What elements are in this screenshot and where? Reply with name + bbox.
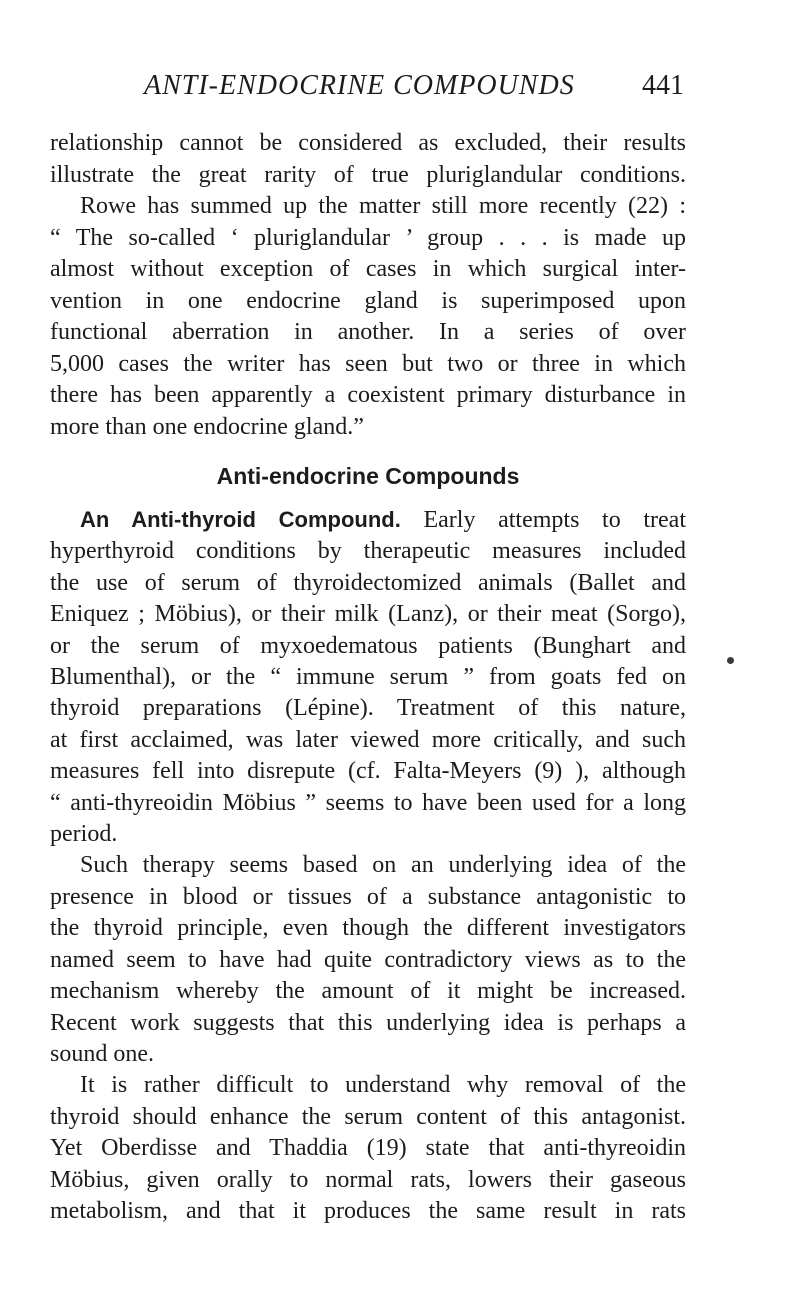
text-line: metabolism, and that it produces the same result in rats <box>50 1197 686 1224</box>
run-in-heading: An Anti-thyroid Compound. <box>80 507 401 532</box>
text-line <box>50 504 686 536</box>
paragraph-pluriglandular <box>50 128 686 443</box>
text-fragment: Early attempts to treat <box>400 507 687 533</box>
text-line: 5,000 cases the writer has seen but two or three in which <box>50 350 686 377</box>
text-line: mechanism whereby the amount of it might be increased. <box>50 978 686 1005</box>
text-line: the use of serum of thyroidectomized animals (Ballet and <box>50 569 686 596</box>
text-line: Eniquez ; Möbius), or their milk (Lanz), or their meat (Sorgo), <box>50 601 686 628</box>
text-line: illustrate the great rarity of true pluriglandular conditions. <box>50 161 686 188</box>
text-line: Möbius, given orally to normal rats, lowers their gaseous <box>50 1166 686 1193</box>
text-line: relationship cannot be considered as excluded, their results <box>50 130 686 156</box>
text-line: at first acclaimed, was later viewed more critically, and such <box>50 726 686 753</box>
text-line: “ The so-called ‘ pluriglandular ’ group . . . is made up <box>50 224 686 251</box>
text-line: or the serum of myxoedematous patients (Bunghart and <box>50 632 686 659</box>
text-line: thyroid preparations (Lépine). Treatment of this nature, <box>50 695 686 722</box>
page-number: 441 <box>642 70 684 101</box>
section-heading: Anti-endocrine Compounds <box>216 463 520 489</box>
text-line: presence in blood or tissues of a substance antagonistic to <box>50 883 686 910</box>
text-line: Yet Oberdisse and Thaddia (19) state that anti-thyreoidin <box>50 1135 686 1162</box>
text-line: Rowe has summed up the matter still more recently (22) : <box>80 193 686 219</box>
text-line: “ anti-thyreoidin Möbius ” seems to have been used for a long <box>50 789 686 816</box>
text-line: period. <box>50 821 118 848</box>
text-line: Recent work suggests that this underlying idea is perhaps a <box>50 1009 686 1036</box>
text-line: there has been apparently a coexistent primary disturbance in <box>50 382 686 408</box>
text-line: the thyroid principle, even though the different investigators <box>50 915 686 942</box>
text-line: thyroid should enhance the serum content of this antagonist. <box>50 1103 686 1130</box>
text-line: measures fell into disrepute (cf. Falta-Meyers (9) ), although <box>50 758 686 785</box>
text-line: Such therapy seems based on an underlying idea of the <box>80 852 686 879</box>
text-line: almost without exception of cases in which surgical inter- <box>50 256 686 282</box>
text-line: hyperthyroid conditions by therapeutic measures included <box>50 538 686 565</box>
section-body <box>50 504 686 1227</box>
text-line: It is rather difficult to understand why removal of the <box>80 1072 686 1099</box>
running-title: ANTI-ENDOCRINE COMPOUNDS <box>144 70 575 101</box>
text-line: vention in one endocrine gland is superimposed upon <box>50 287 686 314</box>
running-head <box>144 70 684 110</box>
text-line: Blumenthal), or the “ immune serum ” from goats fed on <box>50 664 686 691</box>
ink-speck <box>727 657 734 664</box>
text-line: named seem to have had quite contradictory views as to the <box>50 946 686 973</box>
text-line: functional aberration in another. In a series of over <box>50 319 686 345</box>
text-line: more than one endocrine gland.” <box>50 413 364 440</box>
text-line: sound one. <box>50 1040 154 1067</box>
